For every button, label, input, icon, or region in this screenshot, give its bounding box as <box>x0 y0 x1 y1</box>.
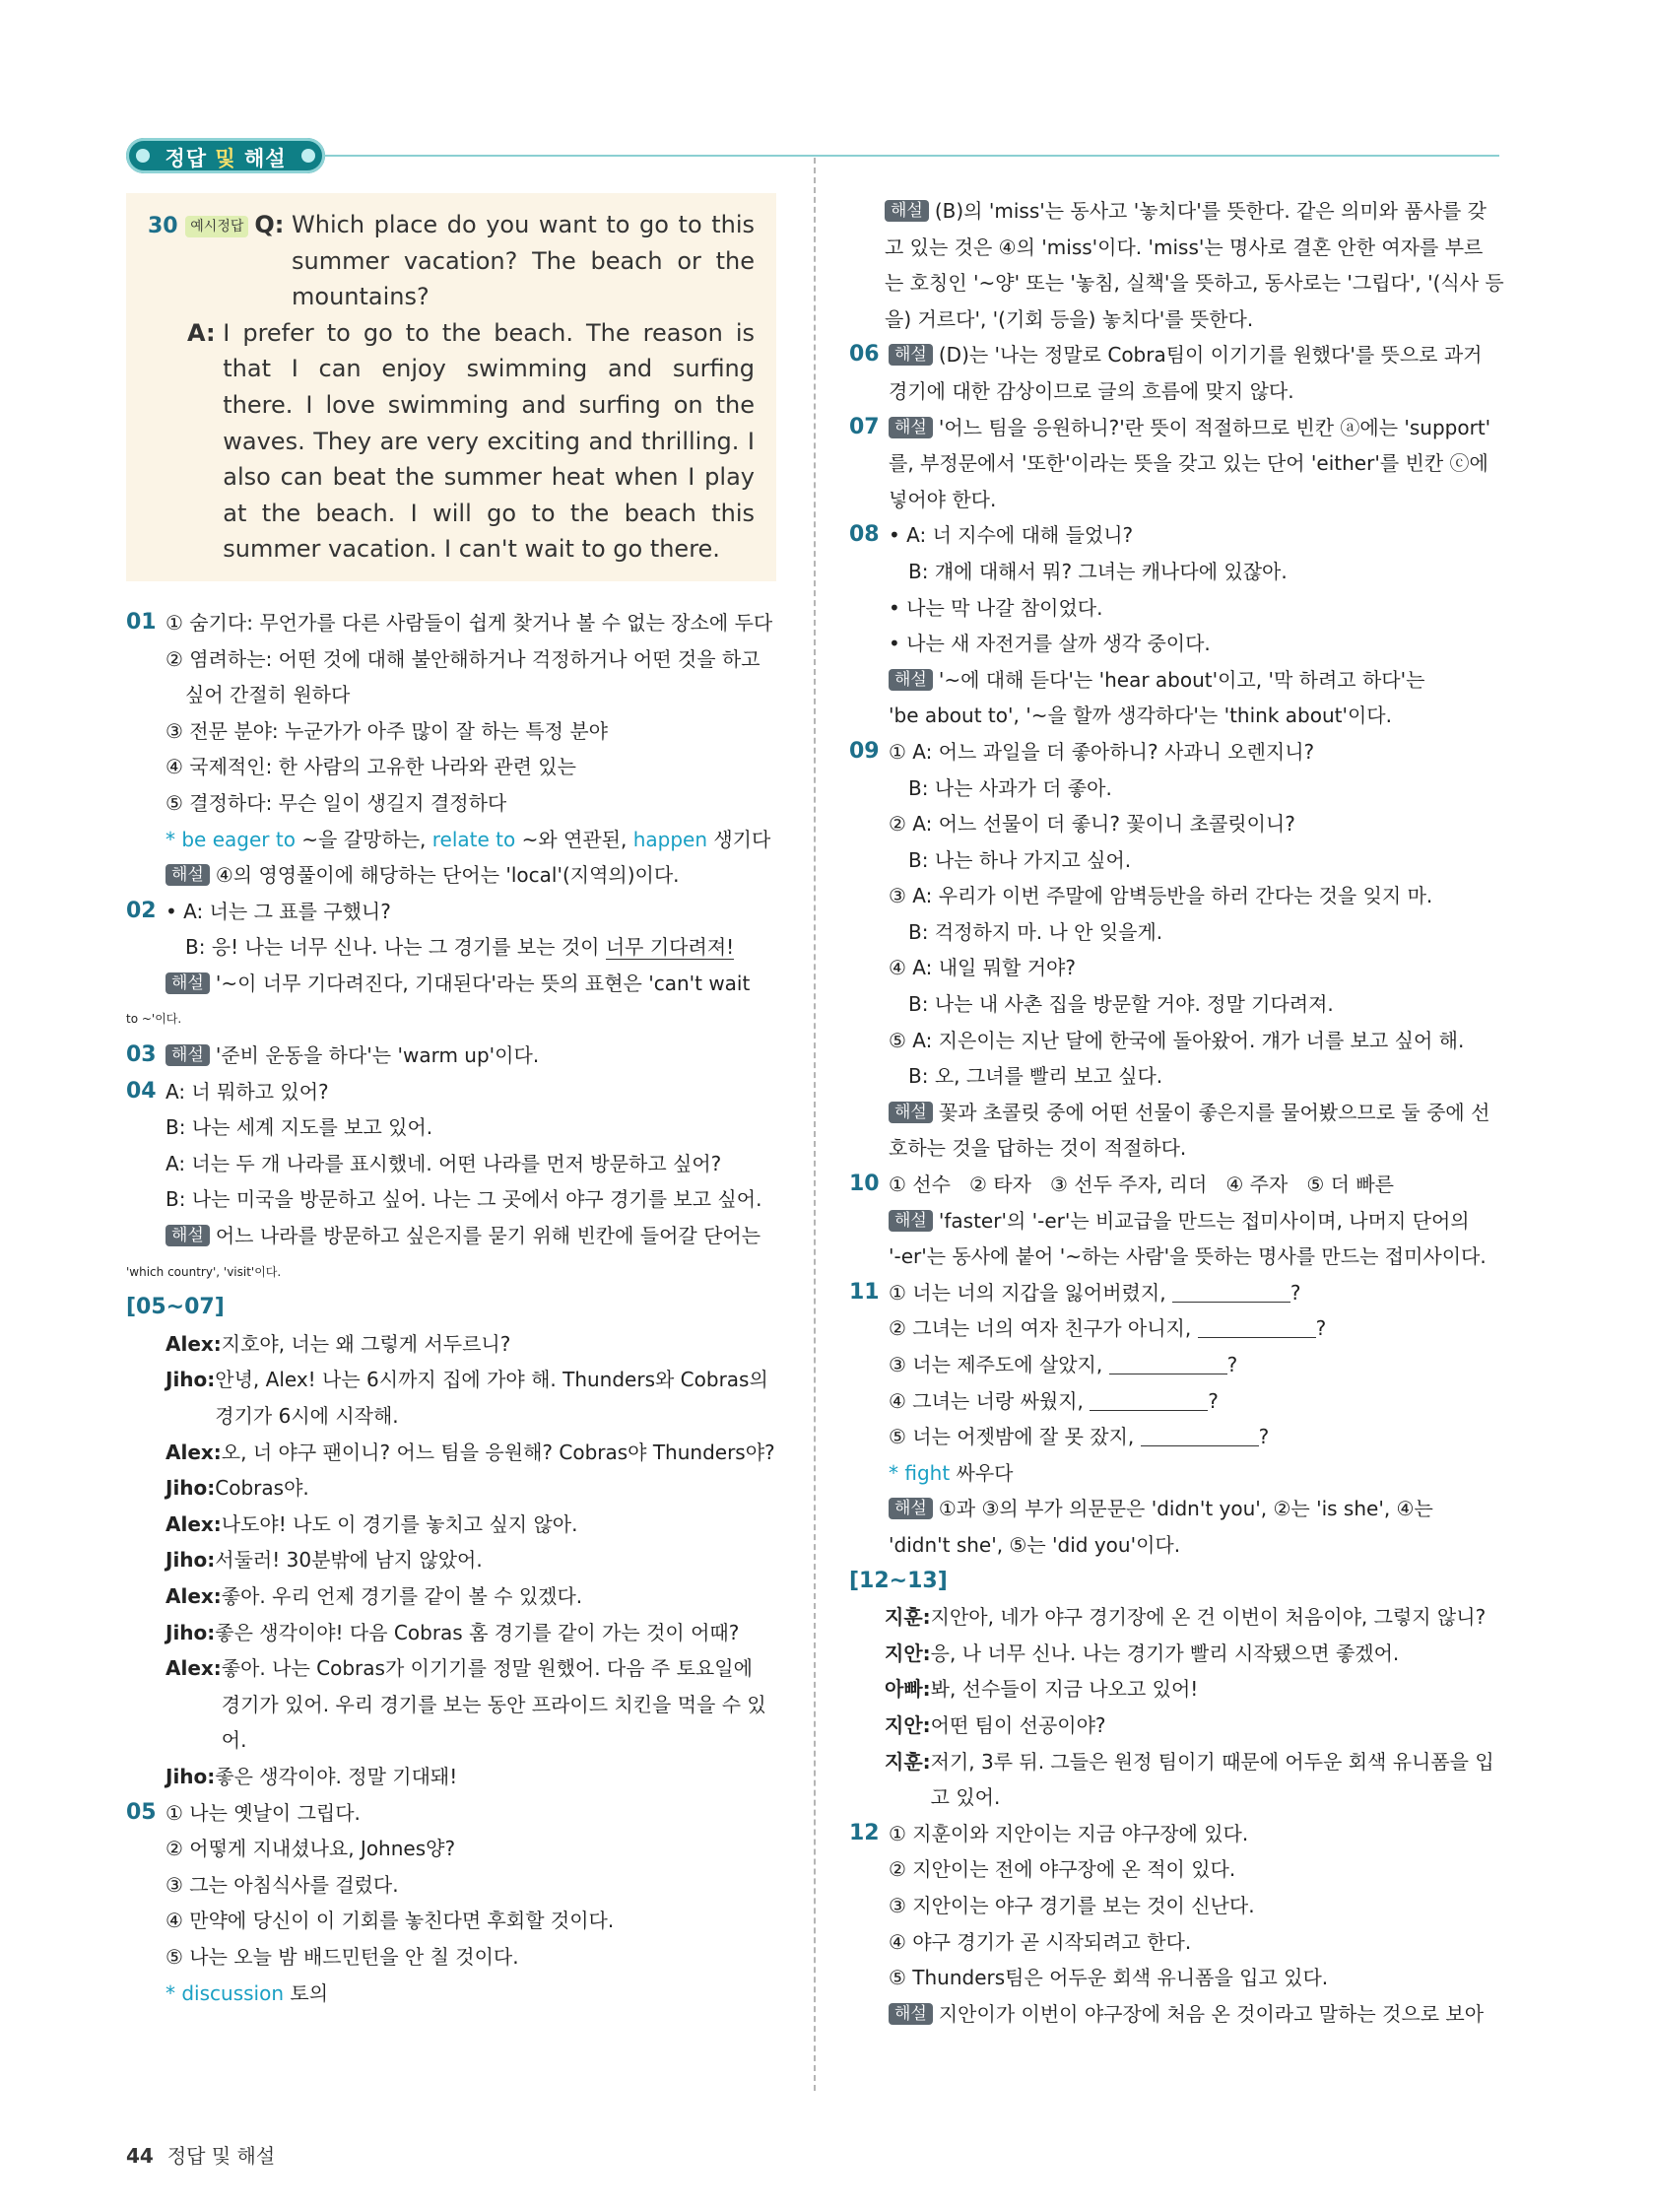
dialog-05-07 <box>126 1326 776 1795</box>
right-column <box>849 193 1504 2032</box>
dialog-line: ⑤ A: 지은이는 지난 달에 한국에 돌아왔어. 걔가 너를 보고 싶어 해. <box>889 1028 1465 1052</box>
explanation-cont: 을) 거르다', '(기회 등을) 놓치다'를 뜻한다. <box>885 306 1254 331</box>
explanation-cont: 경기에 대한 감상이므로 글의 흐름에 맞지 않다. <box>889 378 1294 403</box>
question-number: 02 <box>126 898 157 923</box>
dialog-line: ④ A: 내일 뭐할 거야? <box>889 956 1076 980</box>
dialog-line: Alex: 좋아. 나는 Cobras가 이기기를 정말 원했어. 다음 주 토요일에 경기가 있어. 우리 경기를 보는 동안 프라이드 치킨을 먹을 수 있어. <box>165 1656 766 1753</box>
list-item: • 나는 새 자전거를 살까 생각 중이다. <box>889 632 1211 656</box>
dialog-line: Jiho: 좋은 생각이야! 다음 Cobras 홈 경기를 같이 가는 것이 어때? <box>165 1620 740 1644</box>
explanation: 해설 '~에 대해 듣다'는 'hear about'이고, '막 하려고 하다'는 <box>889 662 1499 699</box>
explanation-badge: 해설 <box>889 344 933 366</box>
explanation-badge: 해설 <box>885 200 929 222</box>
dialog-line: B: 걔에 대해서 뭐? 그녀는 캐나다에 있잖아. <box>908 559 1288 583</box>
question-number: 09 <box>849 738 880 764</box>
group-heading: [05~07] <box>126 1295 225 1320</box>
explanation-badge: 해설 <box>889 1498 933 1519</box>
title-part-highlight: 및 <box>215 147 236 170</box>
column-divider <box>814 158 816 2091</box>
q-text: Which place do you want to go to this summer vacation? The beach or the mountains? <box>292 211 755 311</box>
dialog-line: 지훈: 저기, 3루 뒤. 그들은 원정 팀이기 때문에 어두운 회색 유니폼을 입고 있어. <box>885 1749 1494 1810</box>
list-item: ③ 너는 제주도에 살았지, ? <box>889 1353 1238 1376</box>
model-answer-box <box>126 193 776 581</box>
explanation: 해설 '어느 팀을 응원하니?'란 뜻이 적절하므로 빈칸 ⓐ에는 'support' <box>889 410 1499 446</box>
list-item: ① 나는 옛날이 그립다. <box>165 1800 361 1825</box>
list-item: ③ 지안이는 야구 경기를 보는 것이 신난다. <box>889 1893 1255 1917</box>
answer-blank <box>1109 1354 1227 1374</box>
dialog-line: 아빠: 봐, 선수들이 지금 나오고 있어! <box>885 1677 1199 1702</box>
question-10 <box>849 1167 1499 1275</box>
answer-blank <box>1141 1426 1259 1446</box>
list-item: ④ 국제적인: 한 사람의 고유한 나라와 관련 있는 <box>165 755 576 779</box>
a-text: I prefer to go to the beach. The reason is that I can enjoy swimming and surfing there. I love swimming and surfing on the waves. They are very exciting and thrilling. I also can beat the summer heat when I play at the beach. I will go to the beach this summer vacation. I can't wait to go there. <box>223 318 755 564</box>
dialog-12-13 <box>849 1599 1499 1816</box>
dialog-line: A: 너 뭐하고 있어? <box>165 1079 329 1104</box>
explanation-cont: 'didn't she', ⑤는 'did you'이다. <box>889 1532 1181 1557</box>
dialog-line: Alex: 나도야! 나도 이 경기를 놓치고 싶지 않아. <box>165 1511 578 1536</box>
question-08 <box>849 517 1499 734</box>
vocab-note: * fight 싸우다 <box>889 1460 1014 1485</box>
explanation-badge: 해설 <box>165 1044 210 1066</box>
header-rule <box>325 155 1499 157</box>
explanation-cont: 호하는 것을 답하는 것이 적절하다. <box>889 1136 1187 1161</box>
dialog-line: B: 응! 나는 너무 신나. 나는 그 경기를 보는 것이 너무 기다려져! <box>185 935 735 960</box>
list-item: ⑤ 나는 오늘 밤 배드민턴을 안 칠 것이다. <box>165 1944 519 1969</box>
answer-blank <box>1172 1282 1290 1303</box>
question-05 <box>126 1795 776 2012</box>
model-question <box>148 207 755 315</box>
list-item: ① 지훈이와 지안이는 지금 야구장에 있다. <box>889 1821 1249 1845</box>
model-answer <box>148 315 755 568</box>
dialog-line: B: 나는 사과가 더 좋아. <box>908 775 1112 800</box>
question-03 <box>126 1038 776 1074</box>
explanation-cont: 를, 부정문에서 '또한'이라는 뜻을 갖고 있는 단어 'either'를 빈칸 ⓒ에 <box>889 451 1488 476</box>
dialog-line: B: 걱정하지 마. 나 안 잊을게. <box>908 919 1163 944</box>
list-item: ⑤ Thunders팀은 어두운 회색 유니폼을 입고 있다. <box>889 1966 1329 1990</box>
question-01 <box>126 605 776 894</box>
explanation: 해설 지안이가 이번이 야구장에 처음 온 것이라고 말하는 것으로 보아 <box>889 1996 1499 2033</box>
list-item: ② 어떻게 지내셨나요, Johnes양? <box>165 1837 456 1861</box>
explanation: 해설 '~이 너무 기다려진다, 기대된다'라는 뜻의 표현은 'can't wait <box>165 966 776 1002</box>
group-heading: [12~13] <box>849 1568 948 1593</box>
explanation-cont: 는 호칭인 '~양' 또는 '놓침, 실책'을 뜻하고, 동사로는 '그립다', '(식사 등 <box>885 271 1504 296</box>
question-number: 06 <box>849 342 880 368</box>
question-07 <box>849 410 1499 518</box>
section-title <box>126 143 325 172</box>
explanation-badge: 해설 <box>889 1102 933 1123</box>
dialog-line: ③ A: 우리가 이번 주말에 암벽등반을 하러 간다는 것을 잊지 마. <box>889 884 1433 908</box>
dialog-line: A: 너는 두 개 나라를 표시했네. 어떤 나라를 먼저 방문하고 싶어? <box>165 1151 722 1175</box>
question-09 <box>849 734 1499 1167</box>
explanation-cont: 고 있는 것은 ④의 'miss'이다. 'miss'는 명사로 결혼 안한 여자를 부르 <box>885 235 1484 259</box>
explanation-badge: 해설 <box>889 417 933 438</box>
list-item: ① 너는 너의 지갑을 잃어버렸지, ? <box>889 1280 1301 1305</box>
question-12 <box>849 1816 1499 2033</box>
list-item: ③ 전문 분야: 누군가가 아주 많이 잘 하는 특정 분야 <box>165 718 608 743</box>
footer-label: 정답 및 해설 <box>166 2144 276 2168</box>
list-item: ④ 그녀는 너랑 싸웠지, ? <box>889 1388 1219 1413</box>
explanation: 해설 '준비 운동을 하다'는 'warm up'이다. <box>165 1038 776 1074</box>
explanation-badge: 해설 <box>165 1225 210 1246</box>
explanation-badge: 해설 <box>165 972 210 994</box>
dialog-line: Alex: 좋아. 우리 언제 경기를 같이 볼 수 있겠다. <box>165 1583 583 1608</box>
vocab-note: * be eager to ~을 갈망하는, relate to ~와 연관된, happen 생기다 <box>165 827 771 851</box>
question-number: 01 <box>126 609 157 635</box>
question-number: 10 <box>849 1172 880 1197</box>
explanation: 해설 'faster'의 '-er'는 비교급을 만드는 접미사이며, 나머지 단어의 <box>889 1203 1499 1240</box>
list-item: ① 선수 ② 타자 ③ 선두 주자, 리더 ④ 주자 ⑤ 더 빠른 <box>889 1173 1394 1197</box>
dialog-line: Jiho: 서둘러! 30분밖에 남지 않았어. <box>165 1548 483 1573</box>
list-item: ② 지안이는 전에 야구장에 온 적이 있다. <box>889 1857 1236 1882</box>
dialog-line: B: 오, 그녀를 빨리 보고 싶다. <box>908 1064 1163 1089</box>
list-item: ② 염려하는: 어떤 것에 대해 불안해하거나 걱정하거나 어떤 것을 하고 <box>165 646 760 671</box>
header-dot-right <box>301 149 315 163</box>
explanation-cont: to ~'이다. <box>126 1012 182 1027</box>
question-number: 11 <box>849 1279 880 1305</box>
question-number: 03 <box>126 1042 157 1068</box>
model-answer-badge: 예시정답 <box>185 216 248 237</box>
list-item: ① 숨기다: 무언가를 다른 사람들이 쉽게 찾거나 볼 수 없는 장소에 두다 <box>165 610 773 635</box>
page-number: 44 <box>126 2144 154 2168</box>
explanation-cont: 'be about to', '~을 할까 생각하다'는 'think about'이다. <box>889 704 1392 728</box>
explanation: 해설 (D)는 '나는 정말로 Cobra팀이 이기기를 원했다'를 뜻으로 과거 <box>889 337 1499 373</box>
dialog-line: 지훈: 지안아, 네가 야구 경기장에 온 건 이번이 처음이야, 그렇지 않니? <box>885 1605 1487 1630</box>
explanation-cont: 넣어야 한다. <box>889 487 997 511</box>
explanation-05 <box>849 193 1504 337</box>
dialog-line: B: 나는 세계 지도를 보고 있어. <box>165 1115 433 1140</box>
dialog-line: Alex: 지호야, 너는 왜 그렇게 서두르니? <box>165 1331 511 1356</box>
question-number: 05 <box>126 1799 157 1825</box>
explanation: 해설 ①과 ③의 부가 의문문은 'didn't you', ②는 'is she', ④는 <box>889 1491 1499 1527</box>
dialog-line: Jiho: Cobras야. <box>165 1476 309 1501</box>
left-column <box>126 193 776 2011</box>
q-label: Q: <box>254 211 285 238</box>
explanation-badge: 해설 <box>889 2003 933 2025</box>
page-footer <box>126 2140 275 2169</box>
dialog-line: • A: 너는 그 표를 구했니? <box>165 899 391 923</box>
dialog-line: Jiho: 안녕, Alex! 나는 6시까지 집에 가야 해. Thunders와 Cobras의 경기가 6시에 시작해. <box>165 1368 768 1428</box>
dialog-line: ② A: 어느 선물이 더 좋니? 꽃이니 초콜릿이니? <box>889 812 1295 837</box>
dialog-line: B: 나는 하나 가지고 싶어. <box>908 847 1132 872</box>
explanation: 해설 어느 나라를 방문하고 싶은지를 묻기 위해 빈칸에 들어갈 단어는 <box>165 1218 776 1254</box>
dialog-line: 지안: 응, 나 너무 신나. 나는 경기가 빨리 시작됐으면 좋겠어. <box>885 1641 1400 1665</box>
dialog-line: B: 나는 미국을 방문하고 싶어. 나는 그 곳에서 야구 경기를 보고 싶어. <box>165 1187 762 1212</box>
list-item: ② 그녀는 너의 여자 친구가 아니지, ? <box>889 1316 1327 1341</box>
list-item: ⑤ 결정하다: 무슨 일이 생길지 결정하다 <box>165 790 507 815</box>
question-number: 30 <box>148 214 178 238</box>
question-04 <box>126 1074 776 1291</box>
question-11 <box>849 1275 1499 1564</box>
explanation: 해설 (B)의 'miss'는 동사고 '놓치다'를 뜻한다. 같은 의미와 품사를 갖 <box>885 193 1499 230</box>
dialog-line: Alex: 오, 너 야구 팬이니? 어느 팀을 응원해? Cobras야 Thunders야? <box>165 1440 775 1464</box>
list-item: ④ 야구 경기가 곧 시작되려고 한다. <box>889 1929 1192 1954</box>
section-header-tab <box>126 138 325 173</box>
a-label: A: <box>187 318 216 347</box>
explanation-badge: 해설 <box>889 669 933 691</box>
question-02 <box>126 894 776 1038</box>
answer-blank <box>1198 1317 1316 1338</box>
explanation-cont: '-er'는 동사에 붙어 '~하는 사람'을 뜻하는 명사를 만드는 접미사이다. <box>889 1244 1487 1269</box>
explanation-badge: 해설 <box>889 1210 933 1232</box>
dialog-line: Jiho: 좋은 생각이야. 정말 기대돼! <box>165 1764 458 1788</box>
dialog-line: B: 나는 내 사촌 집을 방문할 거야. 정말 기다려져. <box>908 992 1334 1017</box>
question-number: 08 <box>849 522 880 548</box>
question-06 <box>849 337 1499 409</box>
title-part: 정답 <box>165 147 216 170</box>
explanation-badge: 해설 <box>165 864 210 886</box>
explanation: 해설 꽃과 초콜릿 중에 어떤 선물이 좋은지를 물어봤으므로 둘 중에 선 <box>889 1095 1499 1131</box>
dialog-line: 지안: 어떤 팀이 선공이야? <box>885 1712 1106 1737</box>
list-item: ④ 만약에 당신이 이 기회를 놓친다면 후회할 것이다. <box>165 1909 615 1933</box>
vocab-note: * discussion 토의 <box>165 1980 329 2005</box>
question-number: 12 <box>849 1820 880 1845</box>
title-part: 해설 <box>235 147 287 170</box>
list-item: ③ 그는 아침식사를 걸렀다. <box>165 1872 399 1897</box>
explanation: 해설 ④의 영영풀이에 해당하는 단어는 'local'(지역의)이다. <box>165 857 776 894</box>
answer-blank <box>1090 1390 1208 1411</box>
list-item: ⑤ 너는 어젯밤에 잘 못 잤지, ? <box>889 1425 1270 1449</box>
question-number: 04 <box>126 1078 157 1104</box>
dialog-line: ① A: 어느 과일을 더 좋아하니? 사과니 오렌지니? <box>889 739 1315 764</box>
question-number: 07 <box>849 414 880 439</box>
list-item: • 나는 막 나갈 참이었다. <box>889 595 1103 620</box>
list-item: 싶어 간절히 원하다 <box>185 683 351 707</box>
dialog-line: • A: 너 지수에 대해 들었니? <box>889 523 1134 548</box>
explanation-cont: 'which country', 'visit'이다. <box>126 1264 282 1279</box>
